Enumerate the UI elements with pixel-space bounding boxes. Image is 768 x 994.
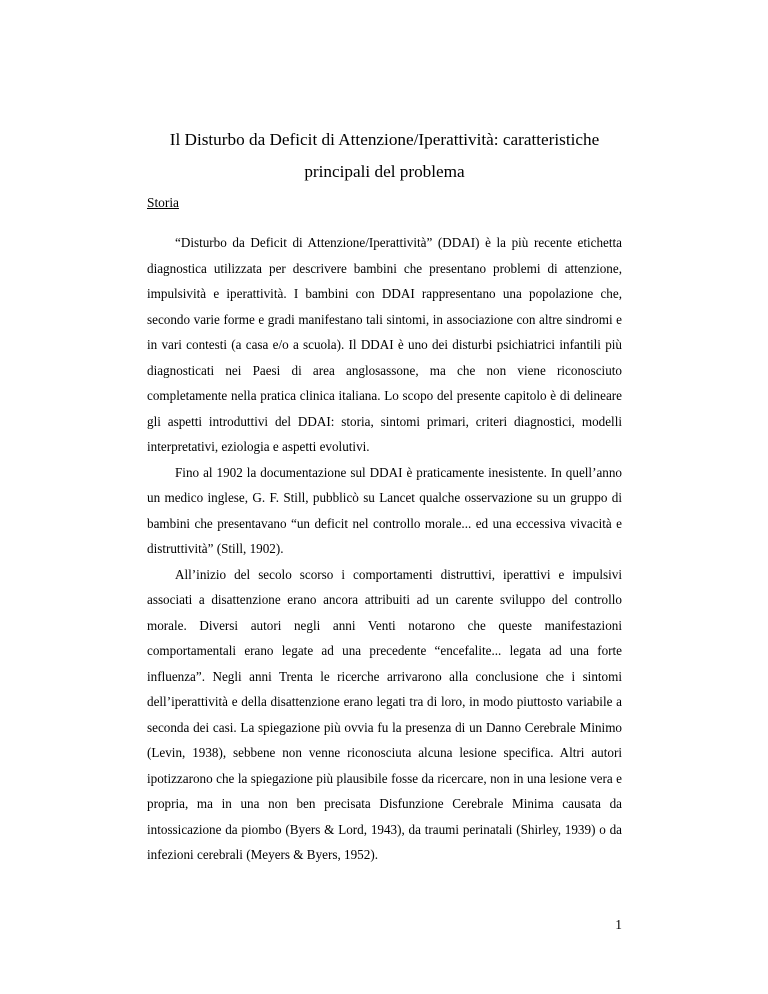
document-title-line-2: principali del problema bbox=[304, 162, 465, 181]
paragraph: Fino al 1902 la documentazione sul DDAI è praticamente inesistente. In quell’anno un medico inglese, G. F. Still, pubblicò su Lancet qualche osservazione su un gruppo di bambini che presentavano “un deficit nel controllo morale... ed una eccessiva vivacità e distruttività” (Still, 1902). bbox=[147, 464, 622, 556]
body-text bbox=[147, 230, 622, 868]
document-title-line-1: Il Disturbo da Deficit di Attenzione/Iperattività: caratteristiche bbox=[169, 130, 600, 149]
page-number: 1 bbox=[615, 917, 622, 932]
section-heading: Storia bbox=[147, 195, 179, 210]
document-title bbox=[147, 124, 622, 188]
paragraph: “Disturbo da Deficit di Attenzione/Iperattività” (DDAI) è la più recente etichetta diagnostica utilizzata per descrivere bambini che presentano problemi di attenzione, impulsività e iperattività. I bambini con DDAI rappresentano una popolazione che, secondo varie forme e gradi manifestano tali sintomi, in associazione con altre sindromi e in vari contesti (a casa e/o a scuola). Il DDAI è uno dei disturbi psichiatrici infantili più diagnosticati nei Paesi di area anglosassone, ma che non viene riconosciuto completamente nella pratica clinica italiana. Lo scopo del presente capitolo è di delineare gli aspetti introduttivi del DDAI: storia, sintomi primari, criteri diagnostici, modelli interpretativi, eziologia e aspetti evolutivi. bbox=[147, 235, 622, 454]
paragraph: All’inizio del secolo scorso i comportamenti distruttivi, iperattivi e impulsivi associati a disattenzione erano ancora attribuiti ad un carente sviluppo del controllo morale. Diversi autori negli anni Venti notarono che queste manifestazioni comportamentali erano legate ad una precedente “encefalite... legata ad una forte influenza”. Negli anni Trenta le ricerche arrivarono alla conclusione che i sintomi dell’iperattività e della disattenzione erano legati tra di loro, in modo piuttosto variabile a seconda dei casi. La spiegazione più ovvia fu la presenza di un Danno Cerebrale Minimo (Levin, 1938), sebbene non venne riconosciuta alcuna lesione specifica. Altri autori ipotizzarono che la spiegazione più plausibile fosse da ricercare, non in una lesione vera e propria, ma in una non ben precisata Disfunzione Cerebrale Minima causata da intossicazione da piombo (Byers & Lord, 1943), da traumi perinatali (Shirley, 1939) o da infezioni cerebrali (Meyers & Byers, 1952). bbox=[147, 566, 622, 862]
